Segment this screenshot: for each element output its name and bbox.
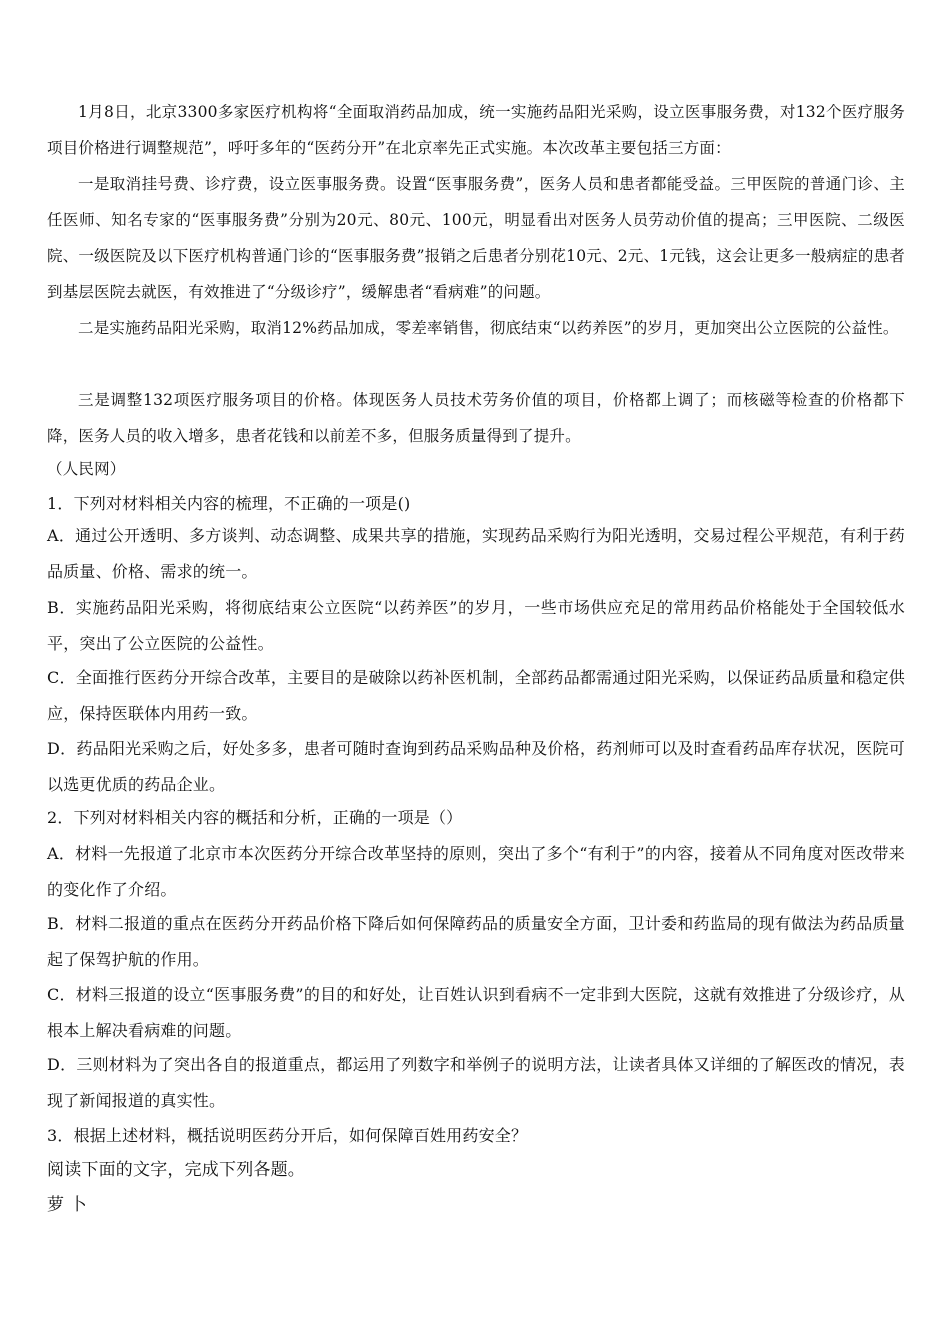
question-2-option-d: D．三则材料为了突出各自的报道重点，都运用了列数字和举例子的说明方法，让读者具体又详细的了解医改的情况，表现了新闻报道的真实性。 xyxy=(47,1055,905,1110)
question-1-option-c: C．全面推行医药分开综合改革，主要目的是破除以药补医机制，全部药品都需通过阳光采购，以保证药品质量和稳定供应，保持医联体内用药一致。 xyxy=(47,668,905,723)
question-2-option-c: C．材料三报道的设立“医事服务费”的目的和好处，让百姓认识到看病不一定非到大医院，这就有效推进了分级诊疗，从根本上解决看病难的问题。 xyxy=(47,985,905,1040)
question-2-option-b: B．材料二报道的重点在医药分开药品价格下降后如何保障药品的质量安全方面，卫计委和药监局的现有做法为药品质量起了保驾护航的作用。 xyxy=(47,914,905,969)
passage-paragraph-1: 1月8日，北京3300多家医疗机构将“全面取消药品加成，统一实施药品阳光采购，设立医事服务费，对132个医疗服务项目价格进行调整规范”，呼吁多年的“医药分开”在北京率先正式实施。本次改革主要包括三方面： xyxy=(47,103,905,157)
question-1-option-a: A．通过公开透明、多方谈判、动态调整、成果共享的措施，实现药品采购行为阳光透明，交易过程公平规范，有利于药品质量、价格、需求的统一。 xyxy=(47,526,905,581)
section-instruction: 阅读下面的文字，完成下列各题。 xyxy=(47,1160,305,1180)
passage-paragraph-2: 一是取消挂号费、诊疗费，设立医事服务费。设置“医事服务费”，医务人员和患者都能受益。三甲医院的普通门诊、主任医师、知名专家的“医事服务费”分别为20元、80元、100元，明显看出对医务人员劳动价值的提高；三甲医院、二级医院、一级医院及以下医疗机构普通门诊的“医事服务费”报销之后患者分别花10元、2元、1元钱，这会让更多一般病症的患者到基层医院去就医，有效推进了“分级诊疗”，缓解患者“看病难”的问题。 xyxy=(47,175,905,301)
question-1-option-d: D．药品阳光采购之后，好处多多，患者可随时查询到药品采购品种及价格，药剂师可以及时查看药品库存状况，医院可以选更优质的药品企业。 xyxy=(47,739,905,794)
question-3-stem: 3．根据上述材料，概括说明医药分开后，如何保障百姓用药安全？ xyxy=(47,1126,528,1145)
passage-paragraph-3: 二是实施药品阳光采购，取消12%药品加成，零差率销售，彻底结束“以药养医”的岁月，更加突出公立医院的公益性。 xyxy=(78,319,899,337)
passage-paragraph-4: 三是调整132项医疗服务项目的价格。体现医务人员技术劳务价值的项目，价格都上调了；而核磁等检查的价格都下降，医务人员的收入增多，患者花钱和以前差不多，但服务质量得到了提升。 xyxy=(47,391,905,445)
question-2-option-a: A．材料一先报道了北京市本次医药分开综合改革坚持的原则，突出了多个“有利于”的内容，接着从不同角度对医改带来的变化作了介绍。 xyxy=(47,844,905,899)
question-1-option-b: B．实施药品阳光采购，将彻底结束公立医院“以药养医”的岁月，一些市场供应充足的常用药品价格能处于全国较低水平，突出了公立医院的公益性。 xyxy=(47,598,905,653)
section-title: 萝 卜 xyxy=(47,1195,88,1215)
question-1-stem: 1．下列对材料相关内容的梳理，不正确的一项是() xyxy=(47,494,411,513)
passage-source: （人民网） xyxy=(47,460,126,478)
question-2-stem: 2．下列对材料相关内容的概括和分析，正确的一项是（） xyxy=(47,808,463,827)
